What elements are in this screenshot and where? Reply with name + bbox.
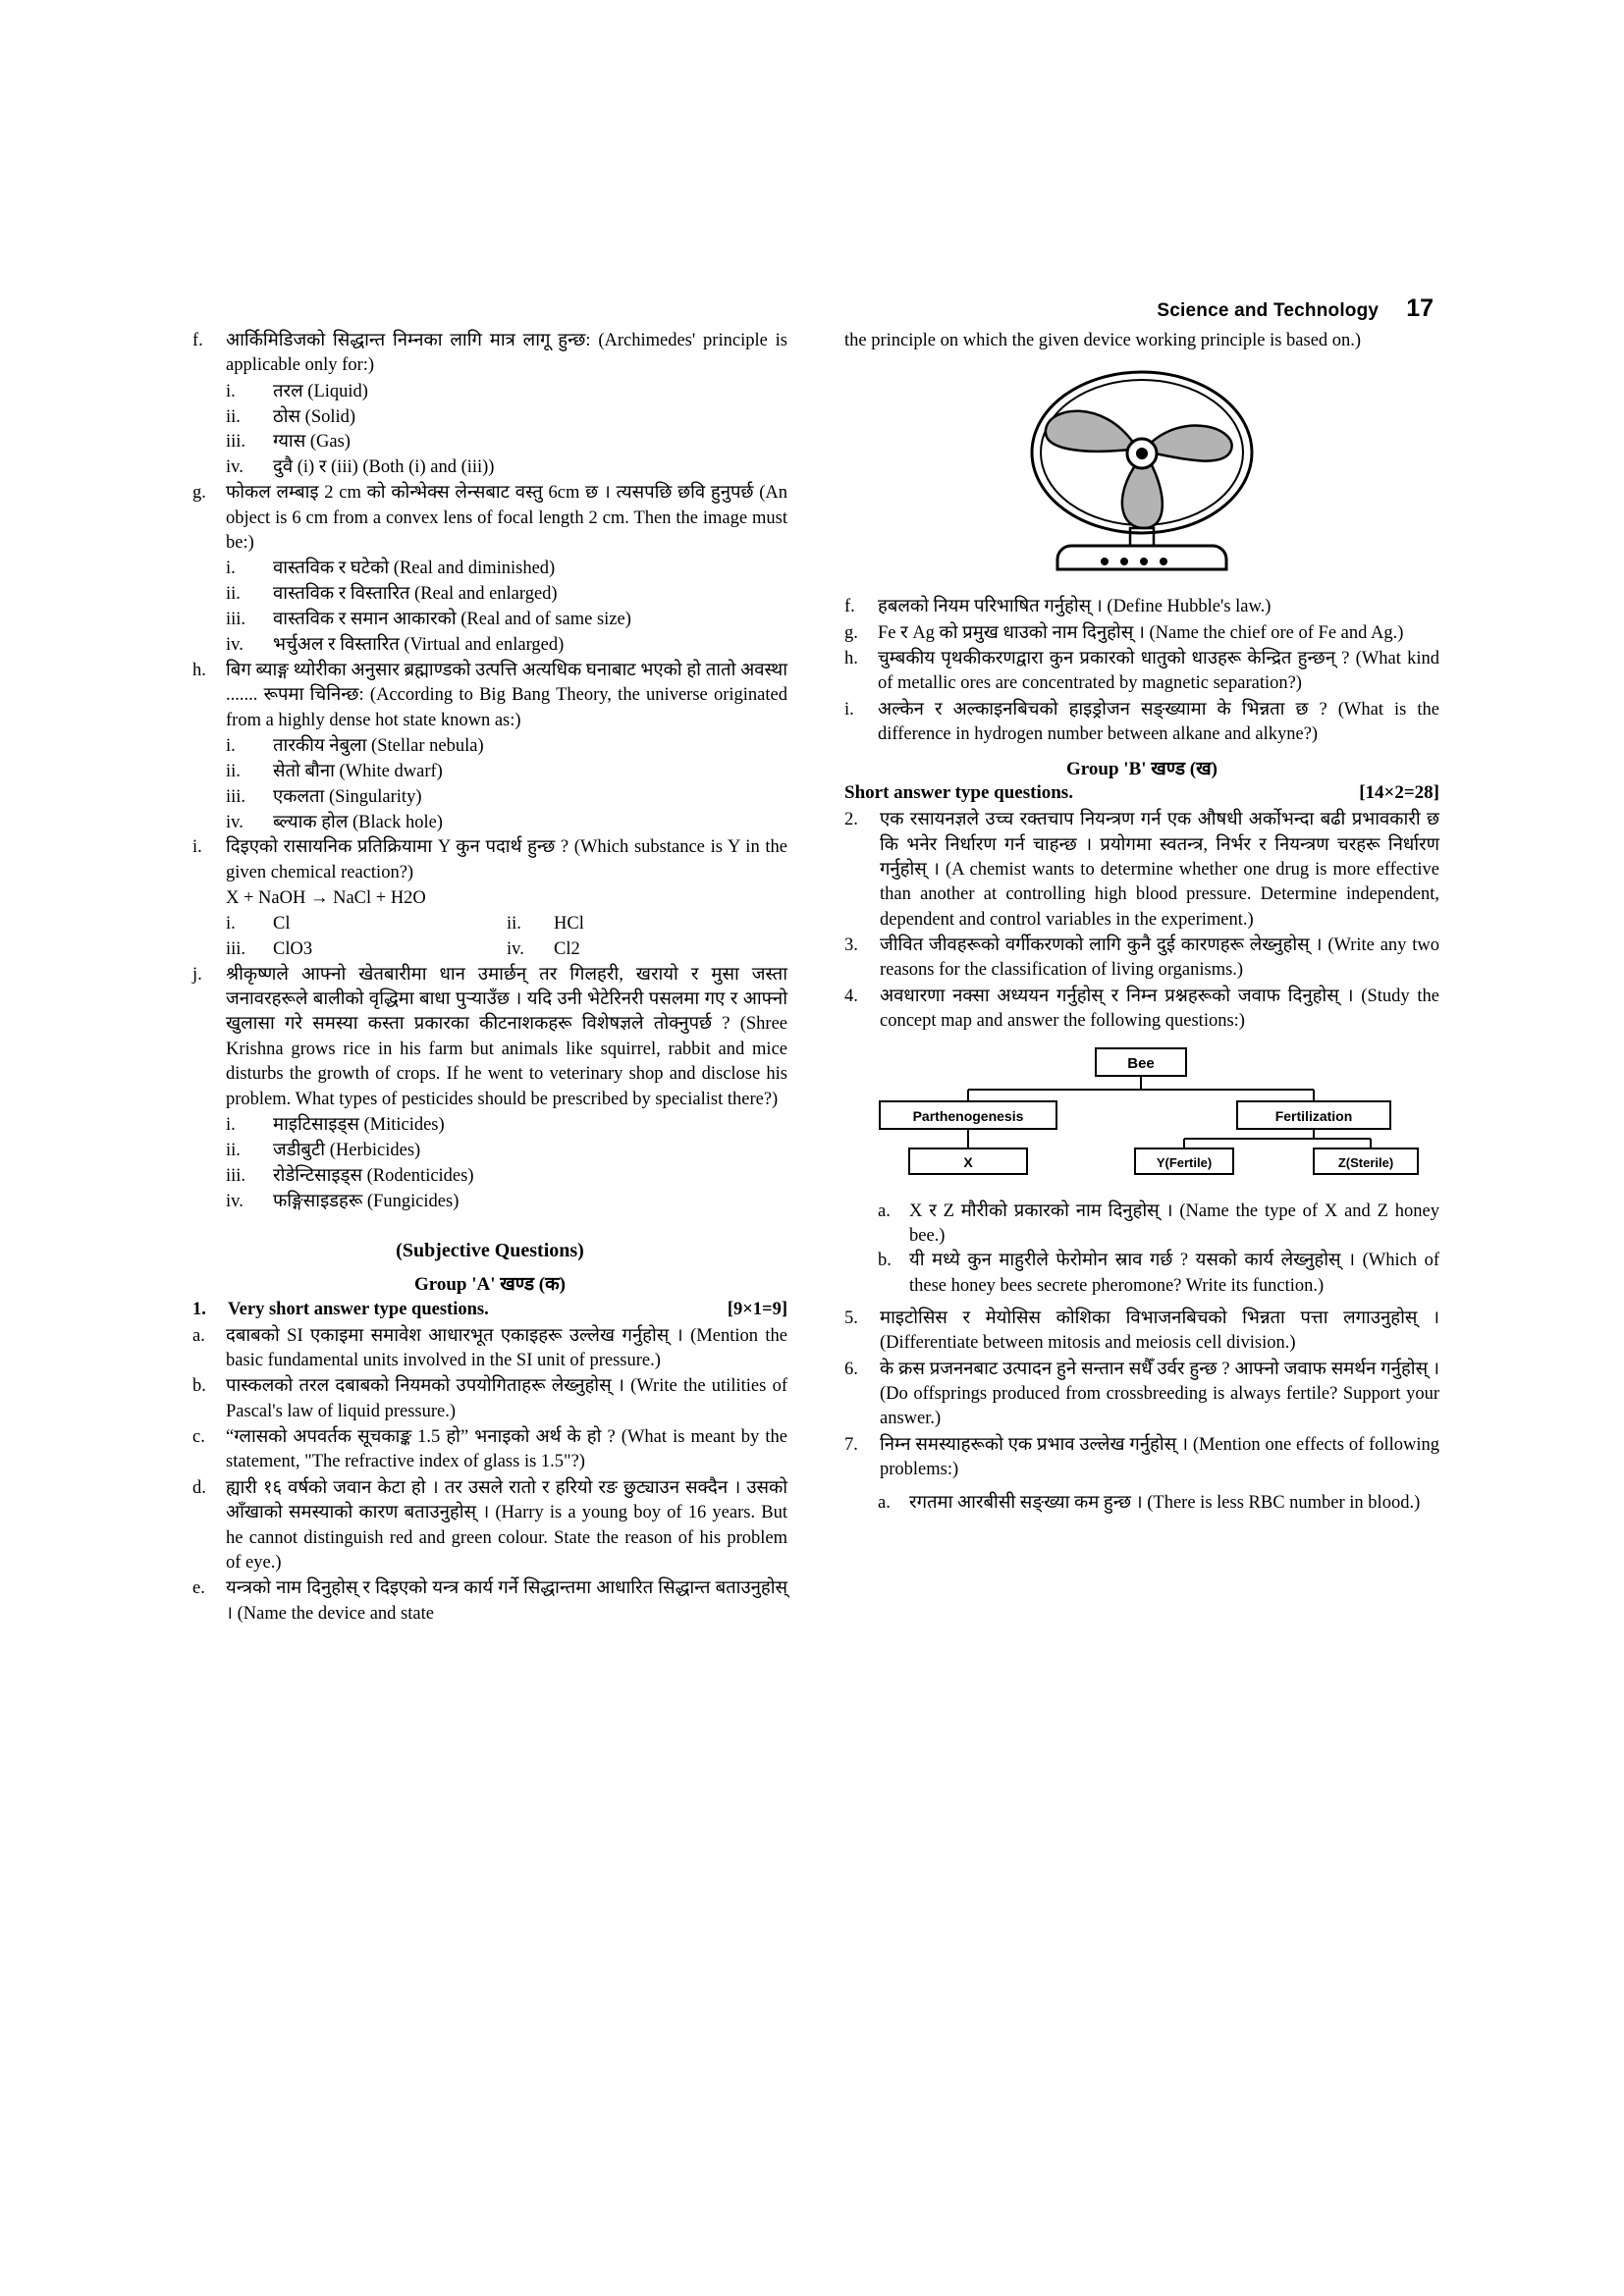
item-marker: 7. [844,1434,858,1455]
group-a-title: Group 'A' खण्ड (क) [413,1274,566,1296]
q7-sub-a [878,1491,1439,1516]
item-marker: c. [192,1427,205,1448]
option-marker: iii. [226,432,246,453]
item-marker: a. [878,1493,891,1514]
option-text: ClO3 [273,938,313,959]
question-item-f-right [844,595,1439,619]
question-item-g [192,481,787,556]
item-text: के क्रस प्रजननबाट उत्पादन हुने सन्तान सधैँ उर्वर हुन्छ ? आफ्नो जवाफ समर्थन गर्नुहोस् । (Do offsprings produced from crossbreeding is always fertile? Support your answer.) [880,1359,1439,1429]
option-text: ठोस (Solid) [273,406,356,427]
option-row [226,1139,787,1164]
item-marker: a. [878,1201,891,1221]
item-marker: b. [192,1376,206,1397]
option-text: वास्तविक र घटेको (Real and diminished) [273,559,556,579]
item-marker: h. [192,660,206,680]
question-item-h-right [844,647,1439,697]
left-column [192,329,787,1628]
question-item-2 [844,808,1439,933]
item-text: रगतमा आरबीसी सङ्ख्या कम हुन्छ । (There is less RBC number in blood.) [909,1493,1421,1514]
page-number: 17 [1406,294,1434,322]
option-marker: ii. [226,584,241,605]
question-item-h [192,659,787,733]
book-title: Science and Technology [1157,300,1380,321]
q4-sub-b [878,1249,1439,1299]
section-heading-row [844,782,1439,804]
option-marker: i. [226,381,236,401]
option-row [226,430,787,455]
option-text: HCl [554,914,584,934]
item-marker: j. [192,964,202,985]
option-row [226,380,787,405]
option-row [226,1113,787,1139]
option-row [226,760,787,785]
option-text: भर्चुअल र विस्तारित (Virtual and enlarged) [273,634,565,655]
option-row-pair [226,937,787,963]
option-row [226,455,787,481]
option-marker: iii. [226,610,246,630]
item-text: श्रीकृष्णले आफ्नो खेतबारीमा धान उमार्छन् तर गिलहरी, खरायो र मुसा जस्ता जनावरहरूले बालीको वृद्धिमा बाधा पुर्‍याउँछ । यदि उनी भेटेरिनरी पसलमा गए र आफ्नो खुलासा गरे समस्या कस्ता प्रकारका कीटनाशकहरू विशेषज्ञले तोक्नुपर्छ ? (Shree Krishna grows rice in his farm but animals like squirrel, rabbit and mice disturbs the growth of crops. If he went to veterinary shop and disclose his problem. What types of pesticides should be prescribed by specialist there?) [226,964,787,1109]
option-row [226,633,787,659]
option-marker: i. [226,1114,236,1135]
question-item-c [192,1425,787,1475]
item-marker: g. [192,483,206,504]
option-row-pair [226,912,787,937]
concept-root-label: Bee [1127,1054,1155,1072]
concept-map-diagram [852,1044,1432,1192]
concept-left-child-label: X [963,1153,973,1170]
question-item-3 [844,934,1439,984]
option-row [226,1190,787,1215]
item-text: चुम्बकीय पृथकीकरणद्वारा कुन प्रकारको धातुको धाउहरू केन्द्रित हुन्छन् ? (What kind of metallic ores are concentrated by magnetic separation?) [878,649,1439,694]
section-label: Short answer type questions. [844,782,1073,804]
chemical-equation: X + NaOH → NaCl + H2O [226,888,426,909]
group-b-title: Group 'B' खण्ड (ख) [1066,759,1218,780]
item-text: यी मध्ये कुन माहुरीले फेरोमोन स्राव गर्छ ? यसको कार्य लेख्नुहोस् । (Which of these honey bees secrete pheromone? Write its function.) [909,1251,1439,1296]
question-item-a [192,1324,787,1374]
page-header [1041,294,1434,323]
option-row [226,557,787,582]
item-marker: 6. [844,1359,858,1379]
item-text: फोकल लम्बाइ 2 cm को कोन्भेक्स लेन्सबाट वस्तु 6cm छ । त्यसपछि छवि हुनुपर्छ (An object is 6 cm from a convex lens of focal length 2 cm. Then the image must be:) [226,483,787,553]
option-marker: iv. [226,1191,244,1211]
question-item-4 [844,985,1439,1035]
option-text: दुवै (i) र (iii) (Both (i) and (iii)) [273,457,495,478]
question-item-e [192,1576,787,1627]
item-text: पास्कलको तरल दबाबको नियमको उपयोगिताहरू लेख्नुहोस् । (Write the utilities of Pascal's law of liquid pressure.) [226,1376,787,1421]
option-marker: i. [226,914,236,934]
item-text: माइटोसिस र मेयोसिस कोशिका विभाजनबिचको भिन्नता पत्ता लगाउनुहोस् । (Differentiate between mitosis and meiosis cell division.) [880,1308,1439,1354]
option-text: तारकीय नेबुला (Stellar nebula) [273,735,484,756]
item-text: आर्किमिडिजको सिद्धान्त निम्नका लागि मात्र लागू हुन्छ: (Archimedes' principle is applicable only for:) [226,331,787,376]
item-marker: a. [192,1325,205,1346]
question-item-f [192,329,787,379]
concept-left-label: Parthenogenesis [912,1107,1024,1124]
q1-marks: [9×1=9] [727,1300,787,1320]
option-row [226,1164,787,1190]
option-text: Cl2 [554,938,580,959]
item-marker: i. [192,837,202,858]
item-marker: 3. [844,935,858,956]
option-marker: iv. [226,812,244,832]
option-marker: ii. [226,406,241,427]
option-text: सेतो बौना (White dwarf) [273,761,443,781]
continuation-text: the principle on which the given device working principle is based on.) [844,331,1362,350]
option-marker: i. [226,559,236,579]
item-text: अवधारणा नक्सा अध्ययन गर्नुहोस् र निम्न प्रश्नहरूको जवाफ दिनुहोस् । (Study the concept map and answer the following questions:) [880,986,1439,1032]
item-marker: i. [844,699,854,720]
item-text: जीवित जीवहरूको वर्गीकरणको लागि कुनै दुई कारणहरू लेख्नुहोस् । (Write any two reasons for the classification of living organisms.) [880,935,1439,981]
item-text: यन्त्रको नाम दिनुहोस् र दिइएको यन्त्र कार्य गर्ने सिद्धान्तमा आधारित सिद्धान्त बताउनुहोस् । (Name the device and state [226,1578,787,1624]
option-row [226,582,787,608]
option-marker: iv. [507,938,524,959]
option-text: तरल (Liquid) [273,381,368,401]
option-row [226,785,787,811]
option-marker: ii. [226,1140,241,1160]
option-row [226,811,787,836]
option-text: रोडेन्टिसाइड्स (Rodenticides) [273,1165,474,1186]
item-marker: 4. [844,986,858,1006]
item-marker: d. [192,1477,206,1498]
item-marker: 5. [844,1308,858,1328]
option-marker: iii. [226,1165,246,1186]
item-text: हबलको नियम परिभाषित गर्नुहोस् । (Define Hubble's law.) [878,597,1272,617]
item-text: एक रसायनज्ञले उच्च रक्तचाप नियन्त्रण गर्न एक औषधी अर्कोभन्दा बढी प्रभावकारी छ कि भनेर निर्धारण गर्न चाहन्छ । प्रयोगमा स्वतन्त्र, निर्भर र नियन्त्रण चरहरू निर्धारण गर्नुहोस् । (A chemist wants to determine whether one drug is more effective than another at controlling high blood pressure. Determine independent, dependent and control variables in the experiment.) [880,810,1439,930]
item-text: ह्यारी १६ वर्षको जवान केटा हो । तर उसले रातो र हरियो रङ छुट्याउन सक्दैन । उसको आँखाको समस्याको कारण बताउनुहोस् । (Harry is a young boy of 16 years. But he cannot distinguish red and green colour. State the reason of his problem of eye.) [226,1477,787,1573]
q4-sub-a [878,1200,1439,1250]
question-item-6 [844,1358,1439,1432]
item-marker: f. [844,597,855,617]
item-text: अल्केन र अल्काइनबिचको हाइड्रोजन सङ्ख्यामा के भिन्नता छ ? (What is the difference in hydrogen number between alkane and alkyne?) [878,699,1439,745]
option-text: माइटिसाइड्स (Miticides) [273,1114,445,1135]
section-marks: [14×2=28] [1359,782,1439,804]
q1-heading-row [192,1298,787,1322]
item-text: X र Z मौरीको प्रकारको नाम दिनुहोस् । (Name the type of X and Z honey bee.) [909,1201,1439,1246]
q1-number: 1. [192,1300,206,1320]
item-marker: f. [192,331,203,350]
option-text: जडीबुटी (Herbicides) [273,1140,421,1160]
question-item-j [192,963,787,1112]
option-marker: iii. [226,786,246,807]
option-row [226,405,787,431]
option-marker: ii. [226,761,241,781]
question-item-g-right [844,621,1439,646]
concept-right-child-2-label: Z(Sterile) [1337,1154,1394,1170]
option-text: Cl [273,914,291,934]
question-item-b [192,1374,787,1424]
question-item-7 [844,1433,1439,1483]
item-text: “ग्लासको अपवर्तक सूचकाङ्क 1.5 हो” भनाइको अर्थ के हो ? (What is meant by the statement, "The refractive index of glass is 1.5"?) [226,1427,787,1472]
concept-right-label: Fertilization [1274,1107,1353,1124]
q1-label: Very short answer type questions. [228,1300,489,1320]
option-text: एकलता (Singularity) [273,786,422,807]
option-text: ब्ल्याक होल (Black hole) [273,812,443,832]
question-item-i [192,835,787,885]
item-marker: h. [844,649,858,669]
item-text: दिइएको रासायनिक प्रतिक्रियामा Y कुन पदार्थ हुन्छ ? (Which substance is Y in the given chemical reaction?) [226,837,787,882]
question-item-5 [844,1307,1439,1357]
option-text: ग्यास (Gas) [273,432,351,453]
option-marker: i. [226,735,236,756]
item-marker: b. [878,1251,892,1271]
option-text: फङ्गिसाइडहरू (Fungicides) [273,1191,460,1211]
option-marker: ii. [507,914,521,934]
option-row [226,734,787,760]
item-marker: g. [844,622,858,643]
item-marker: e. [192,1578,205,1599]
option-marker: iii. [226,938,246,959]
concept-right-child-1-label: Y(Fertile) [1156,1154,1213,1170]
item-marker: 2. [844,810,858,830]
table-fan-icon [955,359,1328,585]
item-text: Fe र Ag को प्रमुख धाउको नाम दिनुहोस् । (Name the chief ore of Fe and Ag.) [878,622,1404,643]
two-column-body [192,329,1439,1628]
question-item-d [192,1476,787,1575]
item-text: निम्न समस्याहरूको एक प्रभाव उल्लेख गर्नुहोस् । (Mention one effects of following problems:) [880,1434,1439,1479]
question-item-i-right [844,698,1439,748]
item-text: बिग ब्याङ्ग थ्योरीका अनुसार ब्रह्माण्डको उत्पत्ति अत्यधिक घनाबाट भएको हो तातो अवस्था ....... रूपमा चिनिन्छ: (According to Big Bang Theory, the universe originated from a highly dense hot state known as:) [226,660,787,730]
subjective-questions-title: (Subjective Questions) [396,1240,584,1262]
option-text: वास्तविक र विस्तारित (Real and enlarged) [273,584,558,605]
option-text: वास्तविक र समान आकारको (Real and of same size) [273,610,631,630]
option-row [226,608,787,633]
item-text: दबाबको SI एकाइमा समावेश आधारभूत एकाइहरू उल्लेख गर्नुहोस् । (Mention the basic fundamental units involved in the SI unit of pressure.) [226,1325,787,1371]
option-marker: iv. [226,634,244,655]
option-marker: iv. [226,457,244,478]
right-column [844,329,1439,1628]
